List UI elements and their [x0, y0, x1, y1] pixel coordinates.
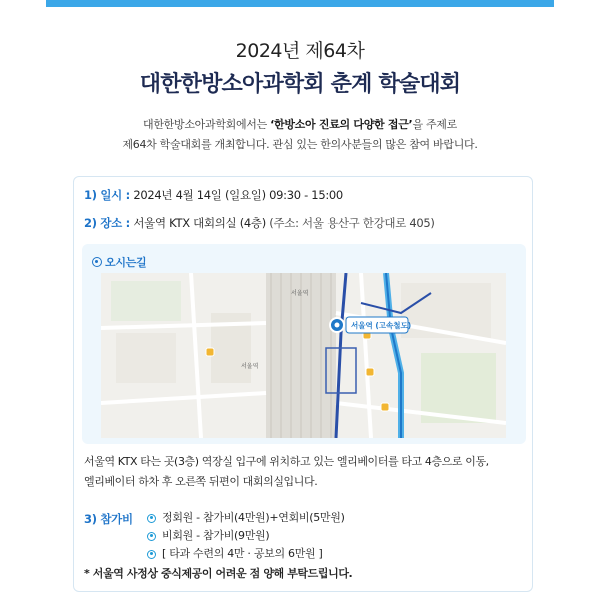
lunch-note: * 서울역 사정상 중식제공이 어려운 점 양해 부탁드립니다.: [84, 567, 353, 580]
fee-item-member-text: 정회원 - 참가비(4만원)+연회비(5만원): [162, 511, 345, 524]
intro-line-1: [0, 115, 600, 135]
intro-bold-b: 다양한 접근: [353, 118, 409, 131]
event-main-title: 대한한방소아과학회 춘계 학술대회: [139, 72, 461, 97]
fee-item-trainee-text: [ 타과 수련의 4만 · 공보의 6만원 ]: [162, 547, 323, 560]
directions-map-section: [82, 244, 526, 444]
fee-item-member: [147, 509, 345, 527]
fee-item-trainee: [147, 545, 345, 563]
intro-quote-close: ’: [408, 118, 413, 131]
date-label: 1) 일시 :: [84, 188, 130, 202]
map-graphic: [101, 273, 506, 438]
map-section-title: [92, 254, 146, 270]
fee-list: [147, 509, 345, 563]
map-label-station-west: 서울역: [241, 363, 259, 370]
top-accent-bar: [46, 0, 554, 7]
place-address: (주소: 서울 용산구 한강대로 405): [269, 216, 435, 230]
place-value: 서울역 KTX 대회의실 (4층): [133, 216, 266, 230]
intro-line-2: 제64차 학술대회를 개최합니다. 관심 있는 한의사분들의 많은 참여 바랍니다.: [122, 138, 478, 151]
map-section-title-text: 오시는길: [105, 256, 147, 269]
event-year-title: 2024년 제64차: [235, 40, 365, 62]
location-pin-icon: [92, 257, 102, 267]
intro-post: 을 주제로: [412, 118, 457, 131]
bullet-circle-icon: [147, 550, 156, 559]
bullet-circle-icon: [147, 532, 156, 541]
place-label: 2) 장소 :: [84, 216, 130, 230]
location-map[interactable]: [101, 273, 506, 438]
date-value: 2024년 4월 14일 (일요일) 09:30 - 15:00: [133, 188, 343, 202]
date-row: [84, 187, 343, 203]
intro-quote-open: ‘: [270, 118, 275, 131]
bullet-circle-icon: [147, 514, 156, 523]
fee-item-nonmember: [147, 527, 345, 545]
fee-label: 3) 참가비: [84, 512, 133, 526]
fee-item-nonmember-text: 비회원 - 참가비(9만원): [162, 529, 270, 542]
intro-bold-a: 한방소아 진료의: [274, 118, 354, 131]
intro-text: [0, 115, 600, 155]
directions-text: [84, 452, 524, 492]
place-row: [84, 215, 435, 231]
intro-pre: 대한한방소아과학회에서는: [143, 118, 271, 131]
info-card: [73, 176, 533, 592]
directions-line-2: 엘리베이터 하차 후 오른쪽 뒤편이 대회의실입니다.: [84, 475, 318, 488]
directions-line-1: 서울역 KTX 타는 곳(3층) 역장실 입구에 위치하고 있는 엘리베이터를 타고 4층으로 이동,: [84, 455, 489, 468]
map-label-station-north: 서울역: [291, 290, 309, 297]
map-marker-label: 서울역 (고속철도): [351, 321, 412, 330]
